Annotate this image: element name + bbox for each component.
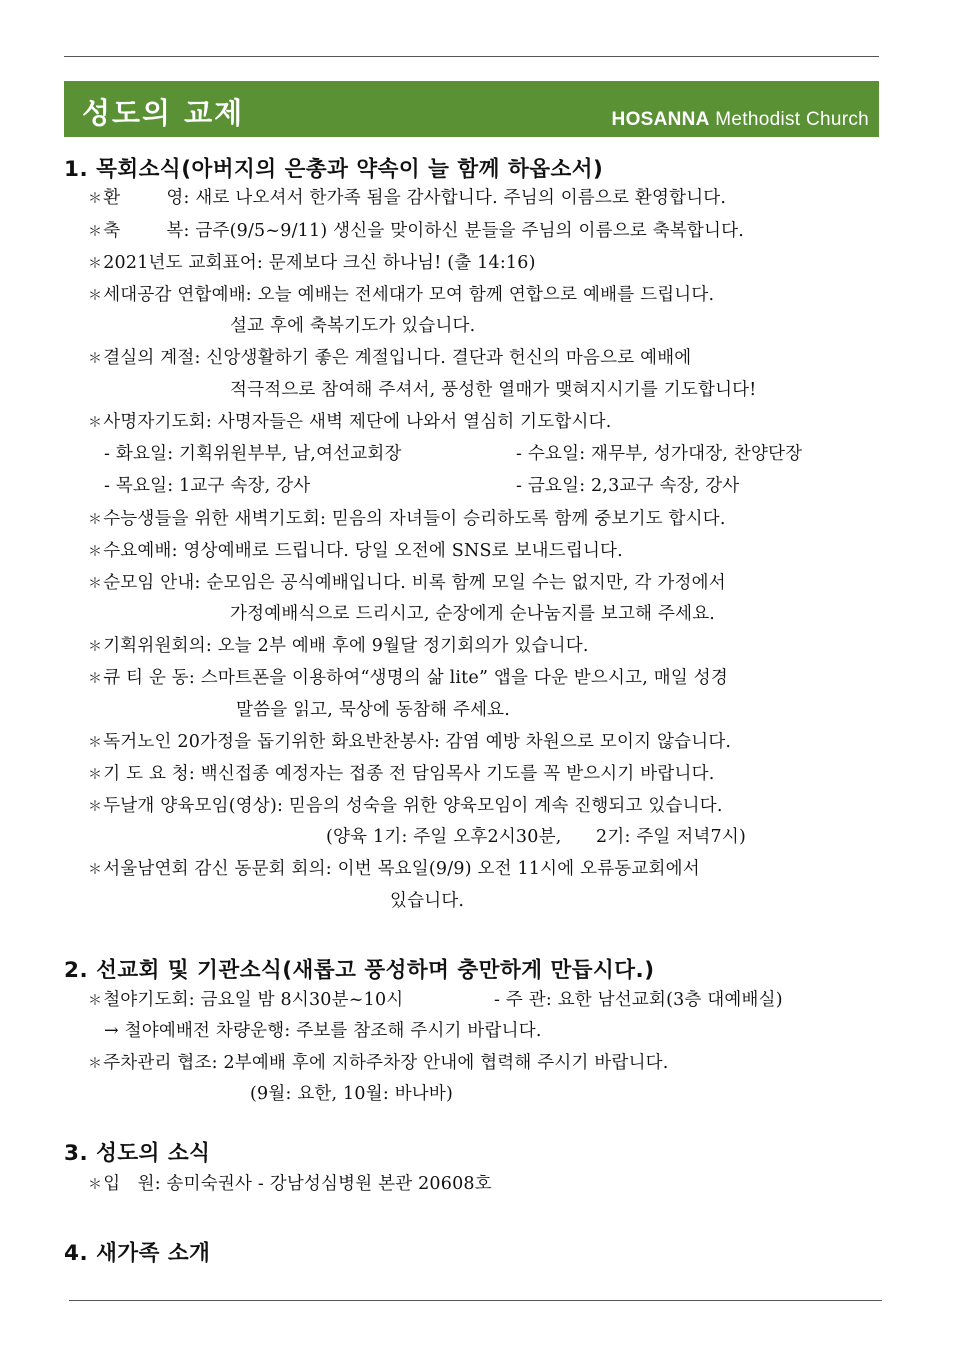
section-2-title: 2. 선교회 및 기관소식(새롭고 풍성하며 충만하게 만듭시다.) (64, 958, 655, 983)
bullet-icon: ＊ (88, 256, 103, 272)
mission-allnight: ＊철야기도회: 금요일 밤 8시30분~10시 - 주 관: 요한 남선교회(3층 대예배실) (88, 990, 783, 1010)
news-prayer: ＊사명자기도회: 사명자들은 새벽 제단에 나와서 열심히 기도합시다. (88, 412, 612, 432)
news-resolve: ＊결실의 계절: 신앙생활하기 좋은 계절입니다. 결단과 헌신의 마음으로 예배에 (88, 348, 692, 368)
section-3-title: 3. 성도의 소식 (64, 1141, 211, 1166)
church-name (612, 109, 869, 131)
bottom-divider (69, 1300, 882, 1301)
news-parenting: ＊두날개 양육모임(영상): 믿음의 성숙을 위한 양육모임이 계속 진행되고 있습니다. (88, 796, 723, 816)
bullet-icon: ＊ (88, 799, 103, 815)
mission-parking-cont: (9월: 요한, 10월: 바나바) (250, 1084, 454, 1104)
prayer-tuesday: - 화요일: 기획위원부부, 남,여선교회장 (104, 444, 402, 464)
bullet-icon: ＊ (88, 735, 103, 751)
news-wednesday: ＊수요예배: 영상예배로 드립니다. 당일 오전에 SNS로 보내드립니다. (88, 541, 623, 561)
bullet-icon: ＊ (88, 512, 103, 528)
news-welcome: ＊환 영: 새로 나오셔서 한가족 됨을 감사합니다. 주님의 이름으로 환영합니다. (88, 188, 727, 208)
bullet-icon: ＊ (88, 862, 103, 878)
news-alumni-cont: 있습니다. (390, 891, 465, 911)
mission-allnight-host: - 주 관: 요한 남선교회(3층 대예배실) (494, 990, 783, 1010)
bullet-icon: ＊ (88, 351, 103, 367)
mission-allnight-bus: → 철야예배전 차량운행: 주보를 참조해 주시기 바랍니다. (104, 1021, 542, 1041)
news-cell-cont: 가정예배식으로 드리시고, 순장에게 순나눔지를 보고해 주세요. (230, 604, 716, 624)
bullet-icon: ＊ (88, 1177, 103, 1193)
prayer-thursday: - 목요일: 1교구 속장, 강사 (104, 476, 311, 496)
bullet-icon: ＊ (88, 576, 103, 592)
news-qt: ＊큐 티 운 동: 스마트폰을 이용하여“생명의 삶 lite” 앱을 다운 받으시고, 매일 성경 (88, 668, 728, 688)
prayer-schedule-row-1 (104, 444, 884, 465)
prayer-schedule-row-2 (104, 476, 884, 497)
banner-title: 성도의 교제 (82, 96, 245, 130)
bullet-icon: ＊ (88, 767, 103, 783)
section-4-title: 4. 새가족 소개 (64, 1241, 211, 1266)
news-alumni: ＊서울남연회 감신 동문회 회의: 이번 목요일(9/9) 오전 11시에 오류동교회에서 (88, 859, 700, 879)
news-resolve-cont: 적극적으로 참여해 주셔서, 풍성한 열매가 맺혀지시기를 기도합니다! (230, 380, 757, 400)
prayer-friday: - 금요일: 2,3교구 속장, 강사 (516, 476, 740, 496)
news-united: ＊세대공감 연합예배: 오늘 예배는 전세대가 모여 함께 연합으로 예배를 드립니다. (88, 285, 715, 305)
prayer-wednesday: - 수요일: 재무부, 성가대장, 찬양단장 (516, 444, 803, 464)
bullet-icon: ＊ (88, 415, 103, 431)
section-1-title: 1. 목회소식(아버지의 은총과 약속이 늘 함께 하옵소서) (64, 157, 604, 182)
church-name-rest: Methodist Church (709, 109, 869, 130)
member-hospital: ＊입 원: 송미숙권사 - 강남성심병원 본관 20608호 (88, 1174, 492, 1194)
bullet-icon: ＊ (88, 544, 103, 560)
bullet-icon: ＊ (88, 639, 103, 655)
bullet-icon: ＊ (88, 671, 103, 687)
news-qt-cont: 말씀을 읽고, 묵상에 동참해 주세요. (236, 700, 511, 720)
bullet-icon: ＊ (88, 288, 103, 304)
news-committee: ＊기획위원회의: 오늘 2부 예배 후에 9월달 정기회의가 있습니다. (88, 636, 589, 656)
news-united-cont: 설교 후에 축복기도가 있습니다. (230, 316, 476, 336)
news-elderly: ＊독거노인 20가정을 돕기위한 화요반찬봉사: 감염 예방 차원으로 모이지 않습니다. (88, 732, 732, 752)
news-prayer-request: ＊기 도 요 청: 백신접종 예정자는 접종 전 담임목사 기도를 꼭 받으시기 바랍니다. (88, 764, 715, 784)
bullet-icon: ＊ (88, 993, 103, 1009)
top-divider (64, 56, 879, 57)
section-banner (64, 81, 879, 137)
mission-parking: ＊주차관리 협조: 2부예배 후에 지하주차장 안내에 협력해 주시기 바랍니다. (88, 1053, 669, 1073)
church-name-bold: HOSANNA (611, 109, 710, 130)
bullet-icon: ＊ (88, 1056, 103, 1072)
bullet-icon: ＊ (88, 191, 103, 207)
news-exam-prayer: ＊수능생들을 위한 새벽기도회: 믿음의 자녀들이 승리하도록 함께 중보기도 합시다. (88, 509, 726, 529)
news-motto: ＊2021년도 교회표어: 문제보다 크신 하나님! (출 14:16) (88, 253, 536, 273)
news-parenting-cont: (양육 1기: 주일 오후2시30분, 2기: 주일 저녁7시) (326, 827, 746, 847)
news-cell: ＊순모임 안내: 순모임은 공식예배입니다. 비록 함께 모일 수는 없지만, 각 가정에서 (88, 573, 726, 593)
news-bless: ＊축 복: 금주(9/5~9/11) 생신을 맞이하신 분들을 주님의 이름으로 축복합니다. (88, 221, 745, 241)
bullet-icon: ＊ (88, 224, 103, 240)
